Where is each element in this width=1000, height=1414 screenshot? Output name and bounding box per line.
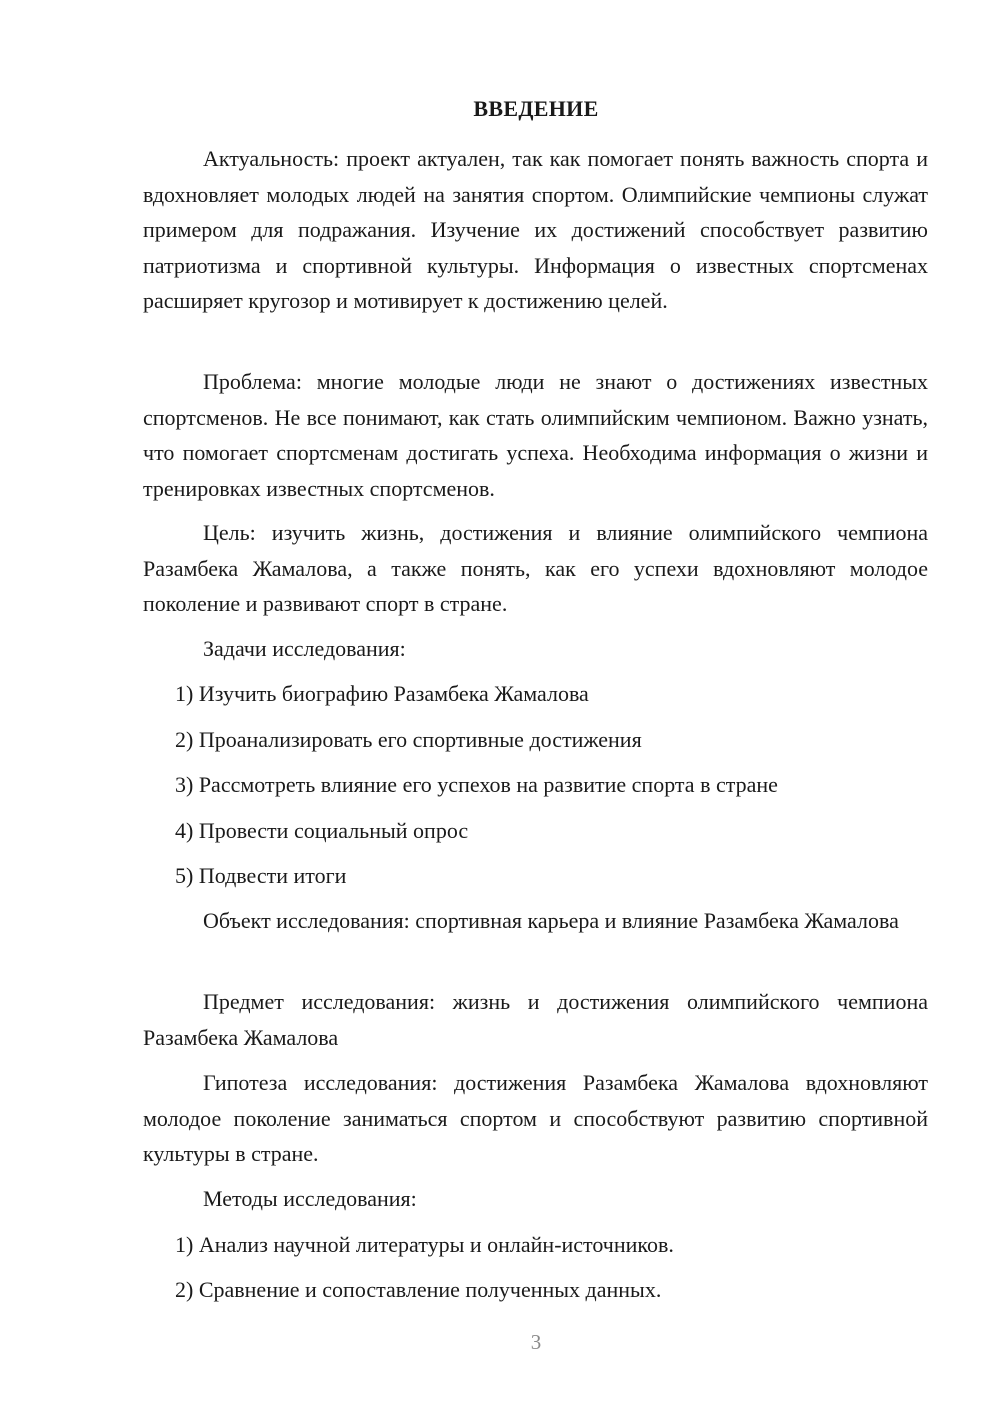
- task-item: 5) Подвести итоги: [175, 863, 347, 888]
- task-item: 1) Изучить биографию Разамбека Жамалова: [175, 681, 589, 706]
- subject-paragraph: Предмет исследования: жизнь и достижения олимпийского чемпиона Разамбека Жамалова: [143, 989, 928, 1050]
- hypothesis-paragraph: Гипотеза исследования: достижения Разамбека Жамалова вдохновляют молодое поколение заниматься спортом и способствуют развитию спортивной культуры в стране.: [143, 1070, 928, 1166]
- goal-paragraph: Цель: изучить жизнь, достижения и влияние олимпийского чемпиона Разамбека Жамалова, а также понять, как его успехи вдохновляют молодое поколение и развивают спорт в стране.: [143, 520, 928, 616]
- methods-heading: Методы исследования:: [203, 1186, 417, 1211]
- method-item: 2) Сравнение и сопоставление полученных данных.: [175, 1277, 662, 1302]
- page-number: 3: [530, 1330, 542, 1354]
- task-item: 3) Рассмотреть влияние его успехов на развитие спорта в стране: [175, 772, 778, 797]
- object-paragraph: Объект исследования: спортивная карьера и влияние Разамбека Жамалова: [203, 908, 899, 933]
- problem-paragraph: Проблема: многие молодые люди не знают о достижениях известных спортсменов. Не все понимают, как стать олимпийским чемпионом. Важно узнать, что помогает спортсменам достигать успеха. Необходима информация о жизни и тренировках известных спортсменов.: [143, 369, 928, 501]
- task-item: 4) Провести социальный опрос: [175, 818, 469, 843]
- tasks-heading: Задачи исследования:: [203, 636, 406, 661]
- task-item: 2) Проанализировать его спортивные достижения: [175, 727, 642, 752]
- relevance-paragraph: Актуальность: проект актуален, так как помогает понять важность спорта и вдохновляет молодых людей на занятия спортом. Олимпийские чемпионы служат примером для подражания. Изучение их достижений способствует развитию патриотизма и спортивной культуры. Информация о известных спортсменах расширяет кругозор и мотивирует к достижению целей.: [143, 146, 928, 313]
- method-item: 1) Анализ научной литературы и онлайн-источников.: [175, 1232, 674, 1257]
- page-title: ВВЕДЕНИЕ: [473, 96, 599, 121]
